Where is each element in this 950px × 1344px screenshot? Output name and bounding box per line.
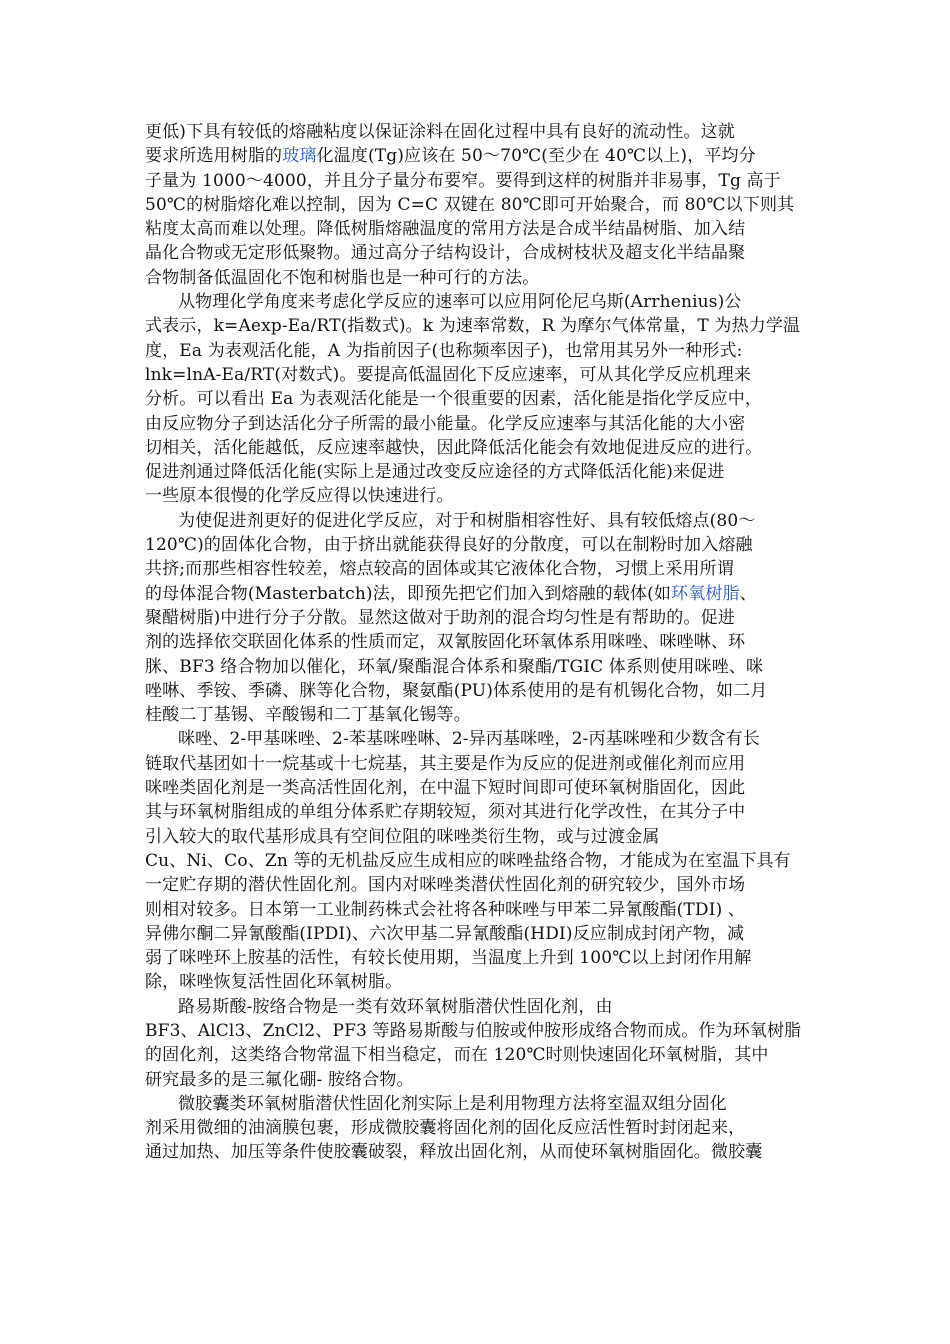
paragraph bbox=[145, 120, 815, 290]
text-line bbox=[145, 412, 815, 436]
text-line bbox=[145, 460, 815, 484]
text-run: 剂的选择依交联固化体系的性质而定，双氰胺固化环氧体系用咪唑、咪唑啉、环 bbox=[145, 632, 746, 653]
text-run: 的固化剂，这类络合物常温下相当稳定，而在 120℃时则快速固化环氧树脂，其中 bbox=[145, 1045, 769, 1066]
text-run: 除，咪唑恢复活性固化环氧树脂。 bbox=[145, 972, 403, 993]
text-line bbox=[145, 1068, 815, 1092]
text-run: 桂酸二丁基锡、辛酸锡和二丁基氧化锡等。 bbox=[145, 705, 471, 726]
text-run: 唑啉、季铵、季磷、脒等化合物，聚氨酯(PU)体系使用的是有机锡化合物，如二月 bbox=[145, 680, 768, 701]
text-run: 咪唑类固化剂是一类高活性固化剂，在中温下短时间即可使环氧树脂固化，因此 bbox=[145, 778, 746, 799]
text-run: 分析。可以看出 Ea 为表观活化能是一个很重要的因素，活化能是指化学反应中， bbox=[145, 389, 763, 410]
text-run: 式表示，k=Aexp-Ea/RT(指数式)。k 为速率常数，R 为摩尔气体常量，T 为热力学温 bbox=[145, 316, 801, 337]
text-line bbox=[145, 217, 815, 241]
text-line bbox=[145, 849, 815, 873]
paragraph bbox=[145, 509, 815, 728]
inline-link[interactable]: 环氧树脂 bbox=[671, 583, 740, 604]
text-line bbox=[145, 776, 815, 800]
text-line bbox=[145, 533, 815, 557]
text-run: 从物理化学角度来考虑化学反应的速率可以应用阿伦尼乌斯(Arrhenius)公 bbox=[178, 292, 742, 313]
text-line bbox=[145, 266, 815, 290]
text-run: 其与环氧树脂组成的单组分体系贮存期较短，须对其进行化学改性，在其分子中 bbox=[145, 802, 746, 823]
text-run: 由反应物分子到达活化分子所需的最小能量。化学反应速率与其活化能的大小密 bbox=[145, 413, 746, 434]
text-line bbox=[145, 582, 815, 606]
text-run: Cu、Ni、Co、Zn 等的无机盐反应生成相应的咪唑盐络合物，才能成为在室温下具有 bbox=[145, 850, 791, 871]
text-line bbox=[145, 1019, 815, 1043]
text-run: 微胶囊类环氧树脂潜伏性固化剂实际上是利用物理方法将室温双组分固化 bbox=[178, 1093, 727, 1114]
text-run: 化温度(Tg)应该在 50～70℃(至少在 40℃以上)，平均分 bbox=[316, 146, 756, 167]
text-line bbox=[145, 655, 815, 679]
text-line bbox=[145, 873, 815, 897]
text-line bbox=[145, 825, 815, 849]
text-line bbox=[145, 290, 815, 314]
text-run: BF3、AlCl3、ZnCl2、PF3 等路易斯酸与伯胺或仲胺形成络合物而成。作为环氧树脂 bbox=[145, 1020, 802, 1041]
text-run: 链取代基团如十一烷基或十七烷基，其主要是作为反应的促进剂或催化剂而应用 bbox=[145, 753, 746, 774]
text-run: 切相关，活化能越低，反应速率越快，因此降低活化能会有效地促进反应的进行。 bbox=[145, 437, 763, 458]
text-run: 脒、BF3 络合物加以催化，环氧/聚酯混合体系和聚酯/TGIC 体系则使用咪唑、咪 bbox=[145, 656, 764, 677]
text-line bbox=[145, 120, 815, 144]
text-line bbox=[145, 946, 815, 970]
text-line bbox=[145, 727, 815, 751]
inline-link[interactable]: 玻璃 bbox=[282, 146, 317, 167]
text-run: 聚醋树脂)中进行分子分散。显然这做对于助剂的混合均匀性是有帮助的。促进 bbox=[145, 607, 735, 628]
text-run: 异佛尔酮二异氰酸酯(IPDI)、六次甲基二异氰酸酯(HDI)反应制成封闭产物，减 bbox=[145, 923, 745, 944]
text-line bbox=[145, 1092, 815, 1116]
text-run: 要求所选用树脂的 bbox=[145, 146, 283, 167]
text-line bbox=[145, 387, 815, 411]
text-line bbox=[145, 898, 815, 922]
text-run: 剂采用微细的油滴膜包裹，形成微胶囊将固化剂的固化反应活性暂时封闭起来， bbox=[145, 1118, 746, 1139]
text-run: 路易斯酸-胺络合物是一类有效环氧树脂潜伏性固化剂，由 bbox=[178, 996, 613, 1017]
text-line bbox=[145, 1140, 815, 1164]
text-line bbox=[145, 193, 815, 217]
text-run: 、 bbox=[739, 583, 757, 604]
text-line bbox=[145, 169, 815, 193]
text-line bbox=[145, 703, 815, 727]
text-run: 50℃的树脂熔化难以控制，因为 C=C 双键在 80℃即可开始聚合，而 80℃以下则其 bbox=[145, 194, 795, 215]
text-line bbox=[145, 241, 815, 265]
text-line bbox=[145, 363, 815, 387]
text-run: 通过加热、加压等条件使胶囊破裂，释放出固化剂，从而使环氧树脂固化。微胶囊 bbox=[145, 1142, 763, 1163]
text-line bbox=[145, 484, 815, 508]
text-run: 引入较大的取代基形成具有空间位阻的咪唑类衍生物，或与过渡金属 bbox=[145, 826, 660, 847]
text-line bbox=[145, 509, 815, 533]
paragraph bbox=[145, 995, 815, 1092]
text-run: lnk=lnA-Ea/RT(对数式)。要提高低温固化下反应速率，可从其化学反应机理来 bbox=[145, 364, 752, 385]
text-line bbox=[145, 436, 815, 460]
text-run: 的母体混合物(Masterbatch)法，即预先把它们加入到熔融的载体(如 bbox=[145, 583, 672, 604]
text-run: 共挤;而那些相容性较差，熔点较高的固体或其它液体化合物，习惯上采用所谓 bbox=[145, 559, 734, 580]
text-run: 一定贮存期的潜伏性固化剂。国内对咪唑类潜伏性固化剂的研究较少，国外市场 bbox=[145, 875, 746, 896]
text-run: 粘度太高而难以处理。降低树脂熔融温度的常用方法是合成半结晶树脂、加入结 bbox=[145, 219, 746, 240]
text-run: 促进剂通过降低活化能(实际上是通过改变反应途径的方式降低活化能)来促进 bbox=[145, 462, 725, 483]
text-run: 更低)下具有较低的熔融粘度以保证涂料在固化过程中具有良好的流动性。这就 bbox=[145, 122, 735, 142]
text-line bbox=[145, 630, 815, 654]
text-run: 弱了咪唑环上胺基的活性，有较长使用期，当温度上升到 100℃以上封闭作用解 bbox=[145, 948, 752, 969]
text-run: 则相对较多。日本第一工业制药株式会社将各种咪唑与甲苯二异氰酸酯(TDI) 、 bbox=[145, 899, 746, 920]
text-line bbox=[145, 970, 815, 994]
text-run: 一些原本很慢的化学反应得以快速进行。 bbox=[145, 486, 454, 507]
document-page bbox=[145, 120, 815, 1165]
text-line bbox=[145, 922, 815, 946]
text-line bbox=[145, 339, 815, 363]
text-line bbox=[145, 606, 815, 630]
text-run: 度，Ea 为表观活化能，A 为指前因子(也称频率因子)，也常用其另外一种形式: bbox=[145, 340, 743, 361]
text-run: 为使促进剂更好的促进化学反应，对于和树脂相容性好、具有较低熔点(80～ bbox=[178, 510, 756, 531]
text-line bbox=[145, 1043, 815, 1067]
text-run: 研究最多的是三氟化硼- 胺络合物。 bbox=[145, 1069, 414, 1090]
text-run: 咪唑、2-甲基咪唑、2-苯基咪唑啉、2-异丙基咪唑，2-丙基咪唑和少数含有长 bbox=[178, 729, 760, 750]
text-line bbox=[145, 1116, 815, 1140]
paragraph bbox=[145, 290, 815, 509]
text-run: 子量为 1000～4000，并且分子量分布要窄。要得到这样的树脂并非易事，Tg 高于 bbox=[145, 170, 781, 191]
text-run: 120℃)的固体化合物，由于挤出就能获得良好的分散度，可以在制粉时加入熔融 bbox=[145, 535, 753, 556]
text-run: 合物制备低温固化不饱和树脂也是一种可行的方法。 bbox=[145, 267, 540, 288]
text-line bbox=[145, 144, 815, 168]
text-line bbox=[145, 557, 815, 581]
text-line bbox=[145, 995, 815, 1019]
paragraph bbox=[145, 727, 815, 994]
paragraph bbox=[145, 1092, 815, 1165]
text-run: 晶化合物或无定形低聚物。通过高分子结构设计，合成树枝状及超支化半结晶聚 bbox=[145, 243, 746, 264]
text-line bbox=[145, 800, 815, 824]
text-line bbox=[145, 314, 815, 338]
text-line bbox=[145, 679, 815, 703]
text-line bbox=[145, 752, 815, 776]
